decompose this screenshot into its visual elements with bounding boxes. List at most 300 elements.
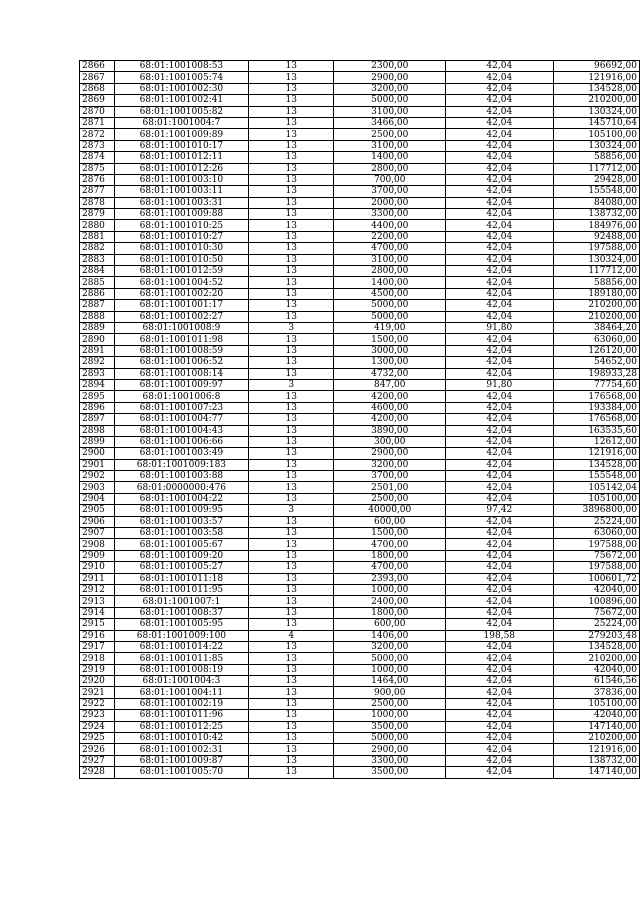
area-cell: 5000,00 xyxy=(334,653,446,664)
cadastral-number-cell: 68:01:1001004:22 xyxy=(114,493,248,504)
category-code-cell: 13 xyxy=(248,516,334,527)
cadastral-number-cell: 68:01:1001012:26 xyxy=(114,163,248,174)
table-row xyxy=(80,471,640,482)
category-code-cell: 13 xyxy=(248,266,334,277)
cadastral-number-cell: 68:01:1001010:50 xyxy=(114,254,248,265)
land-plots-table xyxy=(79,60,640,779)
area-cell: 3700,00 xyxy=(334,471,446,482)
area-cell: 1800,00 xyxy=(334,607,446,618)
table-row xyxy=(80,140,640,151)
row-number-cell: 2871 xyxy=(80,117,115,128)
rate-cell: 42,04 xyxy=(446,471,553,482)
total-value-cell: 176568,00 xyxy=(553,391,639,402)
table-row xyxy=(80,493,640,504)
rate-cell: 42,04 xyxy=(446,550,553,561)
row-number-cell: 2903 xyxy=(80,482,115,493)
row-number-cell: 2886 xyxy=(80,288,115,299)
cadastral-number-cell: 68:01:1001004:77 xyxy=(114,414,248,425)
table-row xyxy=(80,539,640,550)
row-number-cell: 2913 xyxy=(80,596,115,607)
total-value-cell: 3896800,00 xyxy=(553,505,639,516)
table-row xyxy=(80,459,640,470)
row-number-cell: 2895 xyxy=(80,391,115,402)
rate-cell: 42,04 xyxy=(446,61,553,72)
cadastral-number-cell: 68:01:1001011:98 xyxy=(114,334,248,345)
table-row xyxy=(80,425,640,436)
area-cell: 1500,00 xyxy=(334,334,446,345)
row-number-cell: 2875 xyxy=(80,163,115,174)
table-row xyxy=(80,243,640,254)
table-row xyxy=(80,584,640,595)
row-number-cell: 2893 xyxy=(80,368,115,379)
cadastral-number-cell: 68:01:1001003:10 xyxy=(114,174,248,185)
table-row xyxy=(80,733,640,744)
rate-cell: 97,42 xyxy=(446,505,553,516)
category-code-cell: 13 xyxy=(248,493,334,504)
category-code-cell: 13 xyxy=(248,163,334,174)
rate-cell: 42,04 xyxy=(446,277,553,288)
row-number-cell: 2897 xyxy=(80,414,115,425)
cadastral-number-cell: 68:01:1001008:19 xyxy=(114,664,248,675)
category-code-cell: 4 xyxy=(248,630,334,641)
category-code-cell: 13 xyxy=(248,345,334,356)
row-number-cell: 2868 xyxy=(80,83,115,94)
total-value-cell: 42040,00 xyxy=(553,584,639,595)
row-number-cell: 2902 xyxy=(80,471,115,482)
row-number-cell: 2877 xyxy=(80,186,115,197)
area-cell: 2000,00 xyxy=(334,197,446,208)
table-row xyxy=(80,436,640,447)
row-number-cell: 2887 xyxy=(80,300,115,311)
row-number-cell: 2926 xyxy=(80,744,115,755)
row-number-cell: 2889 xyxy=(80,322,115,333)
cadastral-number-cell: 68:01:1001002:27 xyxy=(114,311,248,322)
category-code-cell: 13 xyxy=(248,721,334,732)
rate-cell: 42,04 xyxy=(446,596,553,607)
cadastral-number-cell: 68:01:1001008:59 xyxy=(114,345,248,356)
row-number-cell: 2890 xyxy=(80,334,115,345)
area-cell: 1400,00 xyxy=(334,152,446,163)
category-code-cell: 13 xyxy=(248,254,334,265)
total-value-cell: 12612,00 xyxy=(553,436,639,447)
area-cell: 3200,00 xyxy=(334,459,446,470)
row-number-cell: 2922 xyxy=(80,698,115,709)
rate-cell: 42,04 xyxy=(446,106,553,117)
row-number-cell: 2867 xyxy=(80,72,115,83)
row-number-cell: 2915 xyxy=(80,619,115,630)
cadastral-number-cell: 68:01:1001009:100 xyxy=(114,630,248,641)
table-row xyxy=(80,345,640,356)
rate-cell: 42,04 xyxy=(446,163,553,174)
rate-cell: 42,04 xyxy=(446,129,553,140)
cadastral-number-cell: 68:01:1001010:25 xyxy=(114,220,248,231)
row-number-cell: 2885 xyxy=(80,277,115,288)
rate-cell: 42,04 xyxy=(446,300,553,311)
row-number-cell: 2921 xyxy=(80,687,115,698)
category-code-cell: 13 xyxy=(248,334,334,345)
cadastral-number-cell: 68:01:1001005:82 xyxy=(114,106,248,117)
table-row xyxy=(80,117,640,128)
cadastral-number-cell: 68:01:1001004:43 xyxy=(114,425,248,436)
category-code-cell: 13 xyxy=(248,653,334,664)
category-code-cell: 13 xyxy=(248,414,334,425)
area-cell: 3466,00 xyxy=(334,117,446,128)
row-number-cell: 2872 xyxy=(80,129,115,140)
area-cell: 1800,00 xyxy=(334,550,446,561)
area-cell: 3890,00 xyxy=(334,425,446,436)
category-code-cell: 13 xyxy=(248,528,334,539)
cadastral-number-cell: 68:01:1001003:88 xyxy=(114,471,248,482)
table-row xyxy=(80,311,640,322)
rate-cell: 42,04 xyxy=(446,174,553,185)
total-value-cell: 155548,00 xyxy=(553,471,639,482)
table-row xyxy=(80,391,640,402)
cadastral-number-cell: 68:01:1001002:20 xyxy=(114,288,248,299)
cadastral-number-cell: 68:01:1001008:53 xyxy=(114,61,248,72)
rate-cell: 42,04 xyxy=(446,528,553,539)
total-value-cell: 163535,60 xyxy=(553,425,639,436)
category-code-cell: 13 xyxy=(248,174,334,185)
rate-cell: 42,04 xyxy=(446,152,553,163)
category-code-cell: 13 xyxy=(248,687,334,698)
cadastral-number-cell: 68:01:1001010:27 xyxy=(114,231,248,242)
table-row xyxy=(80,607,640,618)
total-value-cell: 193384,00 xyxy=(553,402,639,413)
category-code-cell: 13 xyxy=(248,619,334,630)
table-row xyxy=(80,357,640,368)
total-value-cell: 100896,00 xyxy=(553,596,639,607)
total-value-cell: 25224,00 xyxy=(553,619,639,630)
row-number-cell: 2908 xyxy=(80,539,115,550)
cadastral-number-cell: 68:01:1001009:87 xyxy=(114,755,248,766)
total-value-cell: 197588,00 xyxy=(553,539,639,550)
row-number-cell: 2920 xyxy=(80,676,115,687)
table-row xyxy=(80,630,640,641)
category-code-cell: 13 xyxy=(248,209,334,220)
row-number-cell: 2923 xyxy=(80,710,115,721)
total-value-cell: 197588,00 xyxy=(553,243,639,254)
rate-cell: 42,04 xyxy=(446,653,553,664)
rate-cell: 42,04 xyxy=(446,220,553,231)
category-code-cell: 13 xyxy=(248,755,334,766)
area-cell: 5000,00 xyxy=(334,95,446,106)
total-value-cell: 121916,00 xyxy=(553,744,639,755)
table-row xyxy=(80,186,640,197)
table-row xyxy=(80,254,640,265)
total-value-cell: 63060,00 xyxy=(553,334,639,345)
rate-cell: 42,04 xyxy=(446,357,553,368)
category-code-cell: 13 xyxy=(248,402,334,413)
area-cell: 2300,00 xyxy=(334,61,446,72)
row-number-cell: 2928 xyxy=(80,767,115,778)
table-row xyxy=(80,379,640,390)
cadastral-number-cell: 68:01:1001003:49 xyxy=(114,448,248,459)
rate-cell: 42,04 xyxy=(446,72,553,83)
table-row xyxy=(80,61,640,72)
category-code-cell: 13 xyxy=(248,83,334,94)
rate-cell: 42,04 xyxy=(446,95,553,106)
category-code-cell: 13 xyxy=(248,698,334,709)
total-value-cell: 121916,00 xyxy=(553,448,639,459)
rate-cell: 42,04 xyxy=(446,710,553,721)
area-cell: 2800,00 xyxy=(334,266,446,277)
table-body xyxy=(80,61,640,779)
rate-cell: 42,04 xyxy=(446,83,553,94)
table-row xyxy=(80,129,640,140)
area-cell: 3100,00 xyxy=(334,106,446,117)
rate-cell: 42,04 xyxy=(446,334,553,345)
row-number-cell: 2891 xyxy=(80,345,115,356)
total-value-cell: 130324,00 xyxy=(553,254,639,265)
category-code-cell: 13 xyxy=(248,425,334,436)
rate-cell: 42,04 xyxy=(446,311,553,322)
rate-cell: 42,04 xyxy=(446,254,553,265)
table-row xyxy=(80,505,640,516)
table-row xyxy=(80,209,640,220)
rate-cell: 42,04 xyxy=(446,767,553,778)
rate-cell: 42,04 xyxy=(446,425,553,436)
row-number-cell: 2900 xyxy=(80,448,115,459)
cadastral-number-cell: 68:01:0000000:476 xyxy=(114,482,248,493)
table-row xyxy=(80,664,640,675)
cadastral-number-cell: 68:01:1001004:52 xyxy=(114,277,248,288)
rate-cell: 42,04 xyxy=(446,368,553,379)
rate-cell: 42,04 xyxy=(446,391,553,402)
total-value-cell: 210200,00 xyxy=(553,653,639,664)
area-cell: 4200,00 xyxy=(334,414,446,425)
category-code-cell: 13 xyxy=(248,550,334,561)
cadastral-number-cell: 68:01:1001010:17 xyxy=(114,140,248,151)
rate-cell: 42,04 xyxy=(446,493,553,504)
total-value-cell: 279203,48 xyxy=(553,630,639,641)
table-row xyxy=(80,266,640,277)
total-value-cell: 210200,00 xyxy=(553,311,639,322)
rate-cell: 42,04 xyxy=(446,345,553,356)
cadastral-number-cell: 68:01:1001012:25 xyxy=(114,721,248,732)
row-number-cell: 2905 xyxy=(80,505,115,516)
row-number-cell: 2898 xyxy=(80,425,115,436)
cadastral-number-cell: 68:01:1001002:19 xyxy=(114,698,248,709)
category-code-cell: 13 xyxy=(248,231,334,242)
category-code-cell: 13 xyxy=(248,152,334,163)
category-code-cell: 13 xyxy=(248,710,334,721)
cadastral-number-cell: 68:01:1001009:89 xyxy=(114,129,248,140)
cadastral-number-cell: 68:01:1001008:37 xyxy=(114,607,248,618)
row-number-cell: 2917 xyxy=(80,641,115,652)
area-cell: 1500,00 xyxy=(334,528,446,539)
total-value-cell: 105100,00 xyxy=(553,698,639,709)
area-cell: 4700,00 xyxy=(334,243,446,254)
category-code-cell: 13 xyxy=(248,562,334,573)
total-value-cell: 100601,72 xyxy=(553,573,639,584)
cadastral-number-cell: 68:01:1001009:97 xyxy=(114,379,248,390)
total-value-cell: 134528,00 xyxy=(553,641,639,652)
rate-cell: 42,04 xyxy=(446,539,553,550)
table-row xyxy=(80,174,640,185)
area-cell: 4700,00 xyxy=(334,562,446,573)
rate-cell: 42,04 xyxy=(446,186,553,197)
category-code-cell: 13 xyxy=(248,288,334,299)
rate-cell: 91,80 xyxy=(446,322,553,333)
rate-cell: 42,04 xyxy=(446,687,553,698)
rate-cell: 42,04 xyxy=(446,459,553,470)
rate-cell: 42,04 xyxy=(446,676,553,687)
area-cell: 5000,00 xyxy=(334,311,446,322)
total-value-cell: 61546,56 xyxy=(553,676,639,687)
category-code-cell: 13 xyxy=(248,767,334,778)
area-cell: 3300,00 xyxy=(334,755,446,766)
row-number-cell: 2907 xyxy=(80,528,115,539)
area-cell: 600,00 xyxy=(334,619,446,630)
area-cell: 1406,00 xyxy=(334,630,446,641)
cadastral-number-cell: 68:01:1001011:85 xyxy=(114,653,248,664)
cadastral-number-cell: 68:01:1001003:11 xyxy=(114,186,248,197)
area-cell: 4200,00 xyxy=(334,391,446,402)
category-code-cell: 13 xyxy=(248,676,334,687)
total-value-cell: 77754,60 xyxy=(553,379,639,390)
table-row xyxy=(80,334,640,345)
category-code-cell: 13 xyxy=(248,607,334,618)
row-number-cell: 2916 xyxy=(80,630,115,641)
area-cell: 3100,00 xyxy=(334,254,446,265)
cadastral-number-cell: 68:01:1001010:30 xyxy=(114,243,248,254)
total-value-cell: 117712,00 xyxy=(553,163,639,174)
category-code-cell: 13 xyxy=(248,61,334,72)
cadastral-number-cell: 68:01:1001004:7 xyxy=(114,117,248,128)
row-number-cell: 2911 xyxy=(80,573,115,584)
total-value-cell: 147140,00 xyxy=(553,767,639,778)
table-row xyxy=(80,653,640,664)
table-row xyxy=(80,414,640,425)
cadastral-number-cell: 68:01:1001002:30 xyxy=(114,83,248,94)
row-number-cell: 2879 xyxy=(80,209,115,220)
total-value-cell: 134528,00 xyxy=(553,83,639,94)
row-number-cell: 2925 xyxy=(80,733,115,744)
total-value-cell: 210200,00 xyxy=(553,300,639,311)
total-value-cell: 75672,00 xyxy=(553,607,639,618)
cadastral-number-cell: 68:01:1001012:59 xyxy=(114,266,248,277)
area-cell: 3500,00 xyxy=(334,721,446,732)
rate-cell: 42,04 xyxy=(446,436,553,447)
row-number-cell: 2883 xyxy=(80,254,115,265)
cadastral-number-cell: 68:01:1001003:57 xyxy=(114,516,248,527)
category-code-cell: 13 xyxy=(248,95,334,106)
area-cell: 2500,00 xyxy=(334,493,446,504)
row-number-cell: 2870 xyxy=(80,106,115,117)
area-cell: 3000,00 xyxy=(334,345,446,356)
cadastral-number-cell: 68:01:1001009:95 xyxy=(114,505,248,516)
rate-cell: 42,04 xyxy=(446,619,553,630)
table-row xyxy=(80,300,640,311)
total-value-cell: 145710,64 xyxy=(553,117,639,128)
row-number-cell: 2901 xyxy=(80,459,115,470)
total-value-cell: 54652,00 xyxy=(553,357,639,368)
total-value-cell: 138732,00 xyxy=(553,755,639,766)
area-cell: 900,00 xyxy=(334,687,446,698)
table-row xyxy=(80,152,640,163)
total-value-cell: 37836,00 xyxy=(553,687,639,698)
table-row xyxy=(80,448,640,459)
area-cell: 4400,00 xyxy=(334,220,446,231)
total-value-cell: 117712,00 xyxy=(553,266,639,277)
row-number-cell: 2878 xyxy=(80,197,115,208)
total-value-cell: 155548,00 xyxy=(553,186,639,197)
table-row xyxy=(80,676,640,687)
cadastral-number-cell: 68:01:1001009:183 xyxy=(114,459,248,470)
area-cell: 2900,00 xyxy=(334,744,446,755)
row-number-cell: 2866 xyxy=(80,61,115,72)
category-code-cell: 13 xyxy=(248,596,334,607)
table-row xyxy=(80,619,640,630)
area-cell: 1000,00 xyxy=(334,710,446,721)
table-row xyxy=(80,744,640,755)
cadastral-number-cell: 68:01:1001004:11 xyxy=(114,687,248,698)
category-code-cell: 13 xyxy=(248,129,334,140)
rate-cell: 42,04 xyxy=(446,209,553,220)
rate-cell: 42,04 xyxy=(446,402,553,413)
area-cell: 2200,00 xyxy=(334,231,446,242)
category-code-cell: 13 xyxy=(248,140,334,151)
category-code-cell: 13 xyxy=(248,539,334,550)
total-value-cell: 84080,00 xyxy=(553,197,639,208)
table-row xyxy=(80,516,640,527)
category-code-cell: 13 xyxy=(248,584,334,595)
cadastral-number-cell: 68:01:1001005:74 xyxy=(114,72,248,83)
total-value-cell: 63060,00 xyxy=(553,528,639,539)
row-number-cell: 2888 xyxy=(80,311,115,322)
category-code-cell: 13 xyxy=(248,573,334,584)
total-value-cell: 121916,00 xyxy=(553,72,639,83)
rate-cell: 42,04 xyxy=(446,516,553,527)
rate-cell: 198,58 xyxy=(446,630,553,641)
category-code-cell: 13 xyxy=(248,368,334,379)
area-cell: 4500,00 xyxy=(334,288,446,299)
area-cell: 2393,00 xyxy=(334,573,446,584)
total-value-cell: 58856,00 xyxy=(553,277,639,288)
cadastral-number-cell: 68:01:1001014:22 xyxy=(114,641,248,652)
rate-cell: 42,04 xyxy=(446,266,553,277)
row-number-cell: 2876 xyxy=(80,174,115,185)
area-cell: 600,00 xyxy=(334,516,446,527)
category-code-cell: 3 xyxy=(248,505,334,516)
total-value-cell: 184976,00 xyxy=(553,220,639,231)
table-row xyxy=(80,83,640,94)
row-number-cell: 2927 xyxy=(80,755,115,766)
table-row xyxy=(80,596,640,607)
row-number-cell: 2910 xyxy=(80,562,115,573)
area-cell: 1400,00 xyxy=(334,277,446,288)
row-number-cell: 2899 xyxy=(80,436,115,447)
cadastral-number-cell: 68:01:1001010:42 xyxy=(114,733,248,744)
category-code-cell: 13 xyxy=(248,641,334,652)
rate-cell: 42,04 xyxy=(446,721,553,732)
rate-cell: 42,04 xyxy=(446,231,553,242)
total-value-cell: 105142,04 xyxy=(553,482,639,493)
cadastral-number-cell: 68:01:1001002:31 xyxy=(114,744,248,755)
area-cell: 5000,00 xyxy=(334,300,446,311)
area-cell: 1464,00 xyxy=(334,676,446,687)
cadastral-number-cell: 68:01:1001005:95 xyxy=(114,619,248,630)
total-value-cell: 176568,00 xyxy=(553,414,639,425)
table-row xyxy=(80,106,640,117)
cadastral-number-cell: 68:01:1001009:20 xyxy=(114,550,248,561)
rate-cell: 42,04 xyxy=(446,733,553,744)
category-code-cell: 13 xyxy=(248,733,334,744)
category-code-cell: 13 xyxy=(248,448,334,459)
table-row xyxy=(80,220,640,231)
category-code-cell: 3 xyxy=(248,379,334,390)
rate-cell: 42,04 xyxy=(446,562,553,573)
